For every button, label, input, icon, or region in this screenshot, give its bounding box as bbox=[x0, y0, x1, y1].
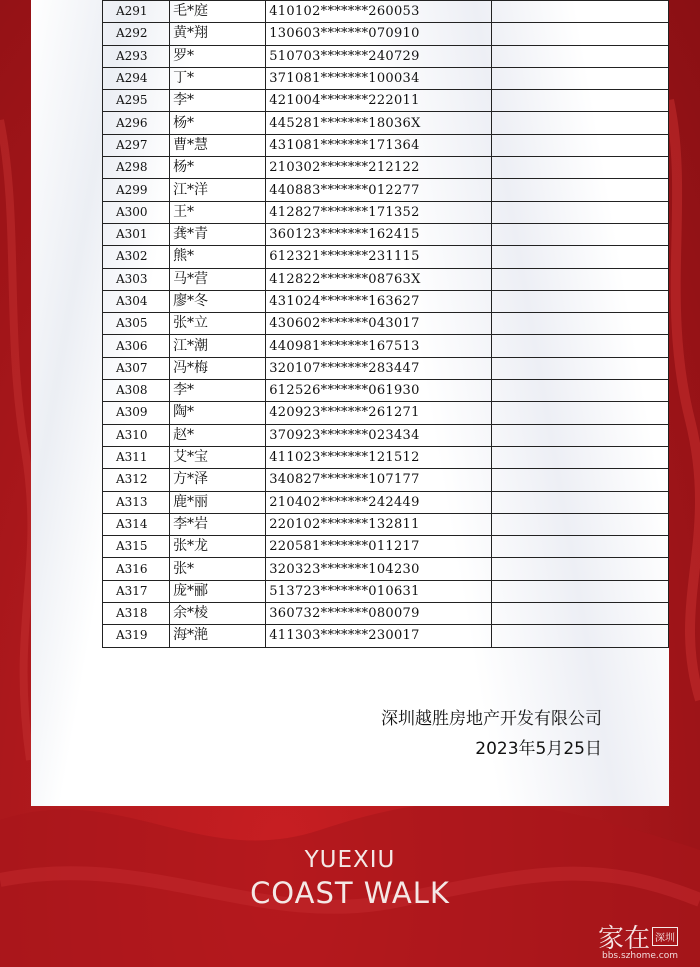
row-number: A292 bbox=[103, 23, 170, 45]
applicant-name: 李*岩 bbox=[170, 513, 266, 535]
row-number: A317 bbox=[103, 580, 170, 602]
table-row bbox=[103, 625, 669, 647]
empty-cell bbox=[491, 246, 668, 268]
id-number: 412822*******08763X bbox=[266, 268, 491, 290]
row-number: A308 bbox=[103, 380, 170, 402]
table-row bbox=[103, 446, 669, 468]
applicant-name: 丁* bbox=[170, 67, 266, 89]
applicant-name: 艾*宝 bbox=[170, 446, 266, 468]
applicant-name: 海*滟 bbox=[170, 625, 266, 647]
id-number: 612526*******061930 bbox=[266, 380, 491, 402]
id-number: 411303*******230017 bbox=[266, 625, 491, 647]
empty-cell bbox=[491, 402, 668, 424]
empty-cell bbox=[491, 179, 668, 201]
empty-cell bbox=[491, 357, 668, 379]
empty-cell bbox=[491, 446, 668, 468]
row-number: A296 bbox=[103, 112, 170, 134]
empty-cell bbox=[491, 603, 668, 625]
watermark-box-text: 深圳 bbox=[652, 927, 678, 946]
id-number: 440883*******012277 bbox=[266, 179, 491, 201]
applicant-name: 杨* bbox=[170, 112, 266, 134]
empty-cell bbox=[491, 112, 668, 134]
applicant-name: 张*龙 bbox=[170, 536, 266, 558]
table-row bbox=[103, 558, 669, 580]
empty-cell bbox=[491, 580, 668, 602]
row-number: A294 bbox=[103, 67, 170, 89]
empty-cell bbox=[491, 491, 668, 513]
empty-cell bbox=[491, 67, 668, 89]
applicant-name: 江*洋 bbox=[170, 179, 266, 201]
empty-cell bbox=[491, 268, 668, 290]
id-number: 340827*******107177 bbox=[266, 469, 491, 491]
table-row bbox=[103, 112, 669, 134]
row-number: A306 bbox=[103, 335, 170, 357]
company-name: 深圳越胜房地产开发有限公司 bbox=[381, 709, 602, 729]
table-row bbox=[103, 313, 669, 335]
winner-table bbox=[102, 0, 669, 648]
empty-cell bbox=[491, 223, 668, 245]
table-row bbox=[103, 469, 669, 491]
empty-cell bbox=[491, 313, 668, 335]
row-number: A301 bbox=[103, 223, 170, 245]
table-row bbox=[103, 1, 669, 23]
table-row bbox=[103, 246, 669, 268]
applicant-name: 黄*翔 bbox=[170, 23, 266, 45]
id-number: 412827*******171352 bbox=[266, 201, 491, 223]
id-number: 513723*******010631 bbox=[266, 580, 491, 602]
table-row bbox=[103, 157, 669, 179]
row-number: A298 bbox=[103, 157, 170, 179]
table-row bbox=[103, 513, 669, 535]
applicant-name: 毛*庭 bbox=[170, 1, 266, 23]
applicant-name: 王* bbox=[170, 201, 266, 223]
row-number: A299 bbox=[103, 179, 170, 201]
id-number: 320107*******283447 bbox=[266, 357, 491, 379]
table-row bbox=[103, 45, 669, 67]
row-number: A319 bbox=[103, 625, 170, 647]
row-number: A315 bbox=[103, 536, 170, 558]
announcement-sheet bbox=[31, 0, 669, 806]
applicant-name: 熊* bbox=[170, 246, 266, 268]
table-row bbox=[103, 380, 669, 402]
row-number: A313 bbox=[103, 491, 170, 513]
empty-cell bbox=[491, 536, 668, 558]
id-number: 371081*******100034 bbox=[266, 67, 491, 89]
table-row bbox=[103, 536, 669, 558]
row-number: A304 bbox=[103, 290, 170, 312]
row-number: A300 bbox=[103, 201, 170, 223]
id-number: 510703*******240729 bbox=[266, 45, 491, 67]
table-row bbox=[103, 223, 669, 245]
brand-line-1: YUEXIU bbox=[304, 847, 396, 873]
watermark-logo bbox=[598, 918, 678, 955]
row-number: A303 bbox=[103, 268, 170, 290]
row-number: A312 bbox=[103, 469, 170, 491]
empty-cell bbox=[491, 90, 668, 112]
empty-cell bbox=[491, 469, 668, 491]
table-row bbox=[103, 335, 669, 357]
applicant-name: 张* bbox=[170, 558, 266, 580]
empty-cell bbox=[491, 23, 668, 45]
applicant-name: 龚*青 bbox=[170, 223, 266, 245]
applicant-name: 曹*慧 bbox=[170, 134, 266, 156]
id-number: 612321*******231115 bbox=[266, 246, 491, 268]
table-row bbox=[103, 67, 669, 89]
row-number: A318 bbox=[103, 603, 170, 625]
empty-cell bbox=[491, 45, 668, 67]
watermark-url: bbs.szhome.com bbox=[602, 951, 678, 961]
empty-cell bbox=[491, 134, 668, 156]
id-number: 360732*******080079 bbox=[266, 603, 491, 625]
applicant-name: 李* bbox=[170, 380, 266, 402]
id-number: 220102*******132811 bbox=[266, 513, 491, 535]
row-number: A311 bbox=[103, 446, 170, 468]
table-row bbox=[103, 179, 669, 201]
table-row bbox=[103, 290, 669, 312]
empty-cell bbox=[491, 1, 668, 23]
table-row bbox=[103, 90, 669, 112]
id-number: 420923*******261271 bbox=[266, 402, 491, 424]
table-row bbox=[103, 134, 669, 156]
row-number: A305 bbox=[103, 313, 170, 335]
applicant-name: 方*泽 bbox=[170, 469, 266, 491]
id-number: 320323*******104230 bbox=[266, 558, 491, 580]
id-number: 210402*******242449 bbox=[266, 491, 491, 513]
row-number: A291 bbox=[103, 1, 170, 23]
id-number: 130603*******070910 bbox=[266, 23, 491, 45]
row-number: A307 bbox=[103, 357, 170, 379]
id-number: 430602*******043017 bbox=[266, 313, 491, 335]
applicant-name: 杨* bbox=[170, 157, 266, 179]
row-number: A293 bbox=[103, 45, 170, 67]
id-number: 411023*******121512 bbox=[266, 446, 491, 468]
row-number: A295 bbox=[103, 90, 170, 112]
id-number: 445281*******18036X bbox=[266, 112, 491, 134]
id-number: 440981*******167513 bbox=[266, 335, 491, 357]
id-number: 431081*******171364 bbox=[266, 134, 491, 156]
empty-cell bbox=[491, 513, 668, 535]
applicant-name: 马*营 bbox=[170, 268, 266, 290]
table-row bbox=[103, 580, 669, 602]
empty-cell bbox=[491, 424, 668, 446]
table-row bbox=[103, 491, 669, 513]
id-number: 210302*******212122 bbox=[266, 157, 491, 179]
brand-line-2: COAST WALK bbox=[250, 876, 450, 910]
empty-cell bbox=[491, 625, 668, 647]
applicant-name: 李* bbox=[170, 90, 266, 112]
applicant-name: 江*潮 bbox=[170, 335, 266, 357]
applicant-name: 张*立 bbox=[170, 313, 266, 335]
table-row bbox=[103, 201, 669, 223]
row-number: A309 bbox=[103, 402, 170, 424]
row-number: A302 bbox=[103, 246, 170, 268]
table-row bbox=[103, 402, 669, 424]
id-number: 410102*******260053 bbox=[266, 1, 491, 23]
id-number: 360123*******162415 bbox=[266, 223, 491, 245]
empty-cell bbox=[491, 290, 668, 312]
empty-cell bbox=[491, 157, 668, 179]
row-number: A297 bbox=[103, 134, 170, 156]
empty-cell bbox=[491, 201, 668, 223]
applicant-name: 庞*郦 bbox=[170, 580, 266, 602]
applicant-name: 罗* bbox=[170, 45, 266, 67]
empty-cell bbox=[491, 380, 668, 402]
id-number: 431024*******163627 bbox=[266, 290, 491, 312]
table-row bbox=[103, 603, 669, 625]
applicant-name: 赵* bbox=[170, 424, 266, 446]
empty-cell bbox=[491, 558, 668, 580]
applicant-name: 冯*梅 bbox=[170, 357, 266, 379]
applicant-name: 余*棱 bbox=[170, 603, 266, 625]
table-row bbox=[103, 23, 669, 45]
id-number: 220581*******011217 bbox=[266, 536, 491, 558]
id-number: 370923*******023434 bbox=[266, 424, 491, 446]
table-row bbox=[103, 357, 669, 379]
empty-cell bbox=[491, 335, 668, 357]
applicant-name: 陶* bbox=[170, 402, 266, 424]
applicant-name: 鹿*丽 bbox=[170, 491, 266, 513]
watermark-main-text: 家在 bbox=[598, 924, 651, 954]
table-row bbox=[103, 268, 669, 290]
row-number: A316 bbox=[103, 558, 170, 580]
announcement-date: 2023年5月25日 bbox=[475, 739, 602, 759]
applicant-name: 廖*冬 bbox=[170, 290, 266, 312]
id-number: 421004*******222011 bbox=[266, 90, 491, 112]
row-number: A310 bbox=[103, 424, 170, 446]
row-number: A314 bbox=[103, 513, 170, 535]
table-row bbox=[103, 424, 669, 446]
